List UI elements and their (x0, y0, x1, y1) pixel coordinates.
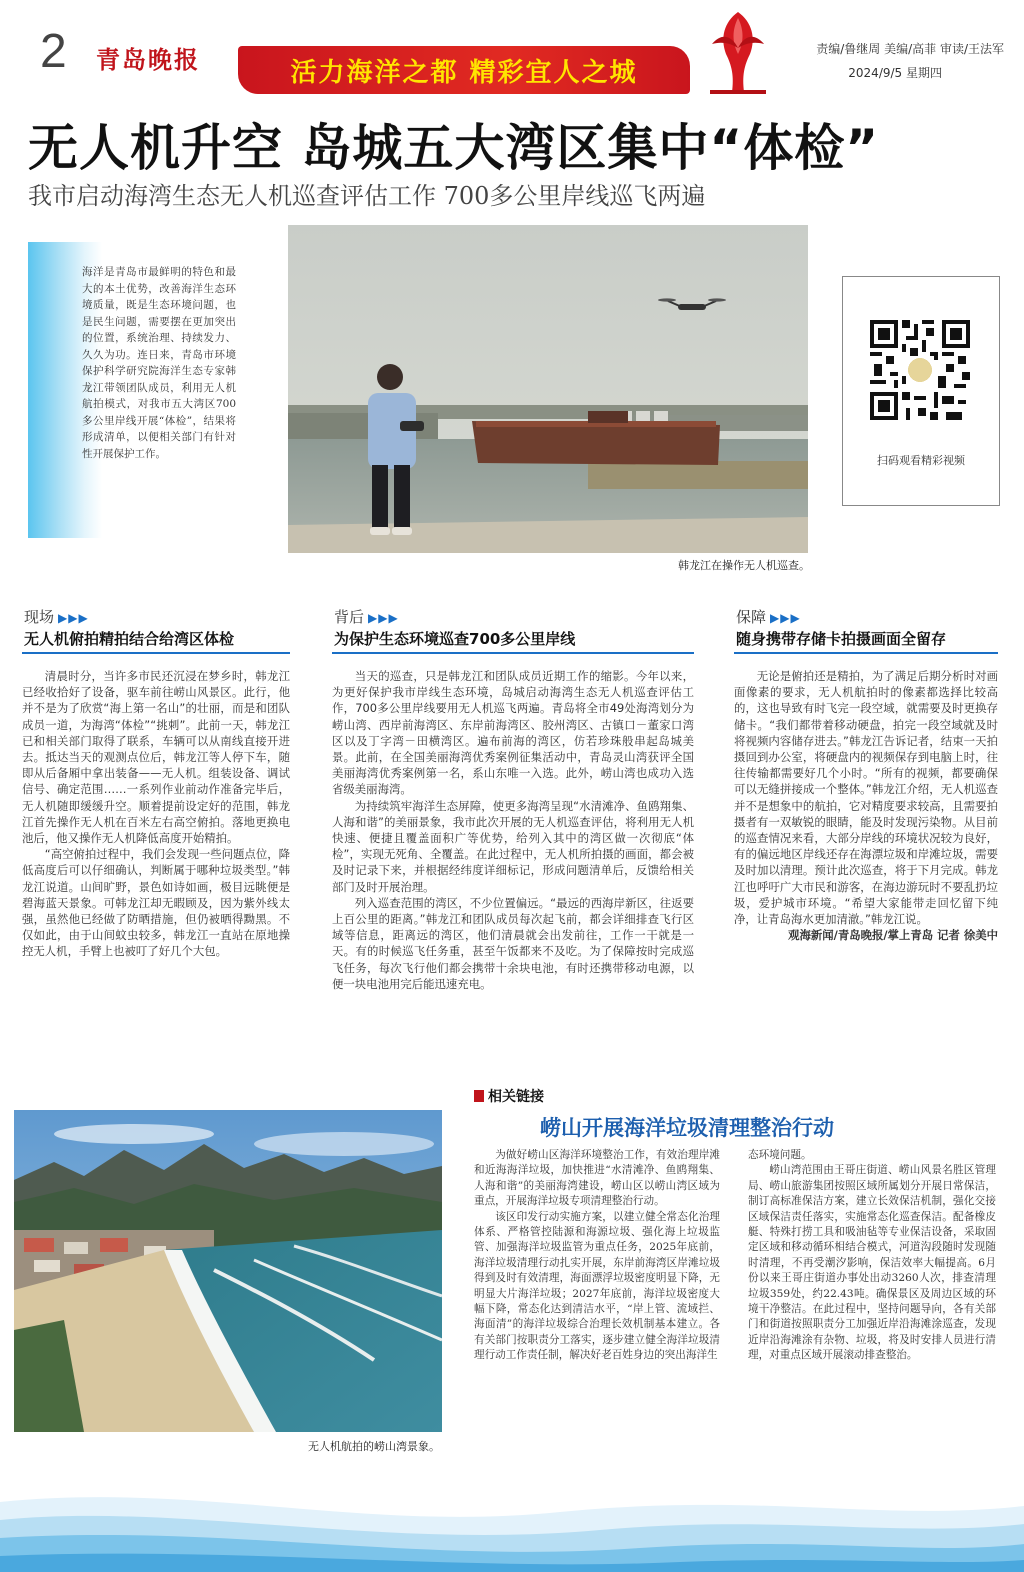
related-paragraph: 崂山湾范围由王哥庄街道、崂山风景名胜区管理局、崂山旅游集团按照区域所属划分开展日常保洁，制订高标准保洁方案，建立长效保洁机制，强化交接区域保洁责任落实，实施常态化巡查保洁。配备橡皮艇、特殊打捞工具和吸油毡等专业保洁设备，采取固定区域和移动循环相结合模式，河道沟段随时发现随时清理，不再受潮汐影响，保洁效率大幅提高。6月份以来王哥庄街道办事处出动3260人次，排查清理垃圾359处，约22.43吨。确保景区及周边区域的环境干净整洁。在此过程中，坚持问题导向，各有关部门和街道按照职责分工加强近岸沿海滩涂巡查，发现近岸沿海滩涂有杂物、垃圾，将及时安排人员进行清理，对重点区域开展滚动排查整治。 (748, 1164, 996, 1362)
newspaper-masthead: 青岛晚报 (96, 45, 200, 74)
related-column-right (748, 1148, 996, 1364)
column-paragraph: 清晨时分，当许多市民还沉浸在梦乡时，韩龙江已经收拾好了设备，驱车前往崂山风景区。此行，他并不是为了欣赏“海上第一名山”的壮丽，而是和团队成员一道，为海湾“体检”“挑刺”。此前一天，韩龙江已和相关部门取得了联系，车辆可以从南线直接开进去。抵达当天的观测点位后，韩龙江等人停下车，随即从后备厢中拿出装备——无人机。组装设备、调试信号、确定范围……一系列作业前动作准备完毕后，无人机随即缓缓升空。顺着提前设定好的范围，韩龙江首先操作无人机在百米左右高空俯拍。落地更换电池后，他又操作无人机降低高度开始精拍。 (22, 669, 290, 846)
page-subheadline: 我市启动海湾生态无人机巡查评估工作 700多公里岸线巡飞两遍 (28, 182, 706, 210)
drone-operator-photo (288, 225, 808, 553)
column-body (734, 668, 998, 943)
related-paragraph: 该区印发行动实施方案，以建立健全常态化治理体系、严格管控陆源和海源垃圾、强化海上垃圾监管、加强海洋垃圾监管为重点任务，2025年底前，海洋垃圾清理行动扎实开展，东岸前海湾区岸滩垃圾得到及时有效清理，海面漂浮垃圾密度明显下降，无明显大片海洋垃圾；2027年底前，海洋垃圾密度大幅下降，常态化达到清洁水平，“岸上管、流域拦、海面清”的海洋垃圾综合治理长效机制基本建立。各有关部门按职责分工落实，逐步建立健全海洋垃圾清理行动工作责任制，解决好老百姓身边的突出海洋生 (474, 1210, 720, 1362)
column-category-label: 保障 (736, 608, 767, 626)
related-paragraph: 态环境问题。 (748, 1149, 812, 1161)
qr-caption: 扫码观看精彩视频 (877, 454, 965, 467)
column-paragraph: 为持续筑牢海洋生态屏障，使更多海湾呈现“水清滩净、鱼鸥翔集、人海和谐”的美丽景象，我市此次开展的无人机巡查评估，将利用无人机快速、便捷且覆盖面积广等优势，给列入其中的湾区做一次彻底“体检”，实现无死角、全覆盖。在此过程中，无人机所拍摄的画面，都会被及时记录下来，并根据经纬度详细标记，形成问题清单后，反馈给相关部门及时开展治理。 (332, 798, 694, 894)
slogan-banner: 活力海洋之都 精彩宜人之城 (238, 46, 690, 94)
column-paragraph: 当天的巡查，只是韩龙江和团队成员近期工作的缩影。今年以来，为更好保护我市岸线生态环境，岛城启动海湾生态无人机巡查评估工作，700多公里岸线要用无人机巡飞两遍。青岛将全市49处海湾划分为崂山湾、西岸前海湾区、东岸前海湾区、胶州湾区、古镇口－董家口湾区以及丁字湾－田横湾区。遍布前海的湾区，仿若珍珠般串起岛城美景。此前，在全国美丽海湾优秀案例征集活动中，青岛灵山湾获评全国美丽海湾优秀案例第一名，系山东唯一入选。此外，崂山湾也成功入选省级美丽海湾。 (332, 669, 694, 797)
triple-arrow-icon: ▶▶▶ (368, 611, 399, 625)
related-link-tag (474, 1086, 544, 1106)
column-title-rule (734, 652, 998, 654)
triple-arrow-icon: ▶▶▶ (58, 611, 89, 625)
landmark-sculpture-icon (692, 8, 784, 96)
related-column-left (474, 1148, 720, 1364)
laoshan-bay-image (14, 1110, 442, 1432)
column-title: 为保护生态环境巡查700多公里岸线 (334, 630, 576, 648)
drone-operator-image (288, 225, 808, 553)
column-body (332, 668, 694, 992)
related-tag-label: 相关链接 (488, 1089, 544, 1105)
column-category-label: 现场 (24, 608, 55, 626)
column-title-rule (332, 652, 694, 654)
related-paragraph: 为做好崂山区海洋环境整治工作，有效治理岸滩和近海海洋垃圾，加快推进“水清滩净、鱼鸥翔集、人海和谐”的美丽海湾建设，崂山区以崂山湾区域为重点，开展海洋垃圾专项清理整治行动。 (474, 1149, 720, 1208)
issue-date: 2024/9/5 星期四 (848, 66, 942, 80)
qr-code-icon[interactable] (870, 320, 970, 420)
column-category-label: 背后 (334, 608, 365, 626)
column-title: 随身携带存储卡拍摄画面全留存 (736, 630, 947, 648)
column-title: 无人机俯拍精拍结合给湾区体检 (24, 630, 235, 648)
photo-caption: 无人机航拍的崂山湾景象。 (308, 1440, 440, 1453)
column-body (22, 668, 290, 960)
wave-decoration (0, 1472, 1024, 1572)
page-number: 2 (40, 25, 67, 78)
column-paragraph: 列入巡查范围的湾区，不少位置偏远。“最远的西海岸新区，往返要上百公里的距离。”韩龙江和团队成员每次起飞前，都会详细排查飞行区域等信息，距离远的湾区，他们清晨就会出发前往，工作一干就是一天。有的时候巡飞任务重，甚至午饭都来不及吃。为了保障按时完成巡飞任务，每次飞行他们都会携带十余块电池，有时还携带移动电源，以便一块电池用完后能迅速充电。 (332, 895, 694, 991)
intro-paragraph: 海洋是青岛市最鲜明的特色和最大的本土优势，改善海洋生态环境质量，既是生态环境问题，也是民生问题，需要摆在更加突出的位置，系统治理、持续发力、久久为功。连日来，青岛市环境保护科学研究院海洋生态专家韩龙江带领团队成员，利用无人机航拍模式，对我市五大湾区700多公里岸线开展“体检”，结果将形成清单，以便相关部门有针对性开展保护工作。 (82, 266, 236, 460)
editor-credits: 责编/鲁继周 美编/高菲 审读/王法军 (816, 42, 1004, 56)
column-category-scene (24, 606, 89, 627)
laoshan-bay-aerial-photo (14, 1110, 442, 1432)
article-byline: 观海新闻/青岛晚报/掌上青岛 记者 徐美中 (788, 928, 998, 943)
column-title-rule (22, 652, 290, 654)
page-headline: 无人机升空 岛城五大湾区集中“体检” (28, 119, 880, 177)
triple-arrow-icon: ▶▶▶ (770, 611, 801, 625)
red-square-icon (474, 1090, 484, 1102)
column-paragraph: “高空俯拍过程中，我们会发现一些问题点位，降低高度后可以仔细确认，判断属于哪种垃圾类型。”韩龙江说道。山间旷野，景色如诗如画，极目远眺便是碧海蓝天景象。可韩龙江却无暇顾及，因为紫外线太强，虽然他已经做了防晒措施，但仍被晒得黝黑。不仅如此，由于山间蚊虫较多，韩龙江一直站在原地操控无人机，手臂上也被叮了好几个大包。 (22, 847, 290, 959)
related-article-title: 崂山开展海洋垃圾清理整治行动 (540, 1116, 834, 1140)
column-category-background (334, 606, 399, 627)
column-paragraph: 无论是俯拍还是精拍，为了满足后期分析时对画面像素的要求，无人机航拍时的像素都选择比较高的，这也导致有时飞完一段空域，就需要及时更换存储卡。“我们都带着移动硬盘，拍完一段空域就及时将视频内容储存进去。”韩龙江告诉记者，结束一天拍摄回到办公室，将硬盘内的视频保存到电脑上时，往往传输都需要好几个小时。“所有的视频，都要确保可以无缝拼接成一个整体。”韩龙江介绍，无人机巡查并不是想象中的航拍，它对精度要求较高，且需要拍摄者有一双敏锐的眼睛，能及时发现污染物。从目前的巡查情况来看，大部分岸线的环境状况较为良好，有的偏远地区岸线还存在海漂垃圾和岸滩垃圾，需要及时加以清理。预计此次巡查，将于下月完成。韩龙江也呼吁广大市民和游客，在海边游玩时不要乱扔垃圾，爱护城市环境。“希望大家能带走回忆留下纯净，让青岛海水更加清澈。”韩龙江说。 (734, 669, 998, 927)
photo-caption: 韩龙江在操作无人机巡查。 (678, 559, 810, 572)
column-category-guarantee (736, 606, 801, 627)
